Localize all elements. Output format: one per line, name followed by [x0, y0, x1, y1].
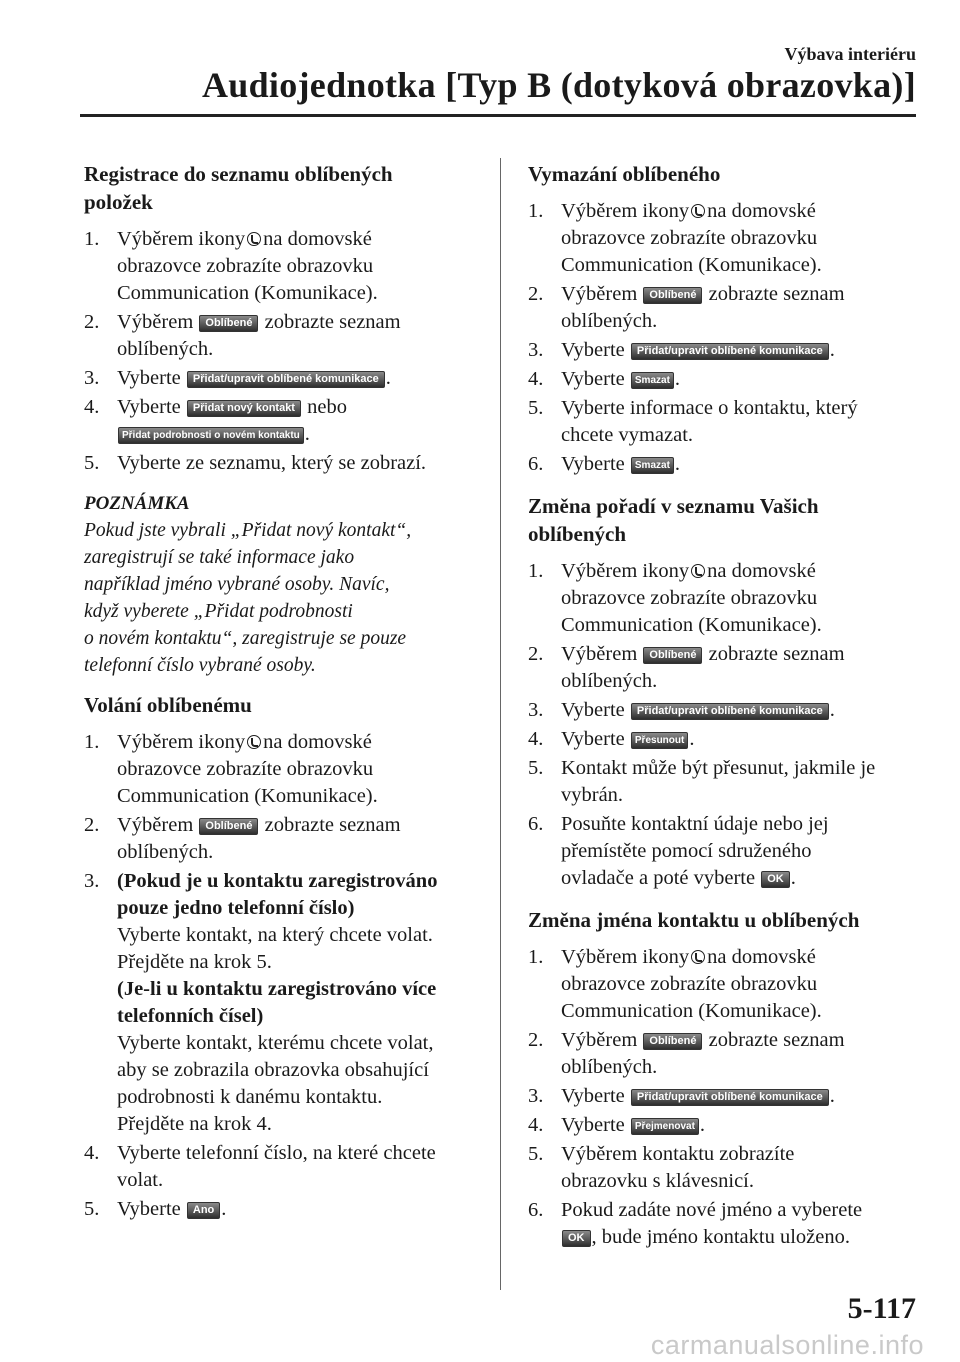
- step-condition: telefonních čísel): [117, 1005, 264, 1027]
- page-title: Audiojednotka [Typ B (dotyková obrazovka)]: [201, 65, 916, 105]
- step-text: obrazovku s klávesnicí.: [561, 1170, 754, 1192]
- step-text: Vyberte: [561, 699, 625, 721]
- page-number: 5-117: [847, 1292, 916, 1325]
- favorites-button: Oblíbené: [199, 818, 258, 835]
- add-new-contact-button: Přidat nový kontakt: [187, 400, 301, 417]
- section-title: Výbava interiéru: [784, 44, 916, 64]
- step-text: oblíbených.: [117, 841, 214, 863]
- delete-step-6: 6. Vyberte Smazat .: [528, 453, 681, 475]
- step-text: Výběrem kontaktu zobrazíte: [561, 1143, 795, 1165]
- step-text: oblíbených.: [117, 338, 214, 360]
- register-step-3: 3. Vyberte Přidat/upravit oblíbené komunikace .: [84, 367, 391, 389]
- delete-heading: Vymazání oblíbeného: [528, 162, 721, 186]
- ok-button: OK: [761, 871, 790, 888]
- favorites-button: Oblíbené: [643, 287, 702, 304]
- step-text: Vyberte kontakt, na který chcete volat.: [117, 924, 433, 946]
- rename-step-4: 4. Vyberte Přejmenovat .: [528, 1114, 706, 1136]
- note-line: o novém kontaktu“, zaregistruje se pouze: [84, 628, 407, 649]
- step-text: oblíbených.: [561, 1056, 658, 1078]
- step-text: obrazovce zobrazíte obrazovku: [561, 973, 818, 995]
- delete-step-4: 4. Vyberte Smazat .: [528, 368, 681, 390]
- section-register-favorites: [84, 160, 474, 477]
- header-rule: [80, 114, 916, 117]
- move-button: Přesunout: [631, 732, 688, 749]
- step-condition: pouze jedno telefonní číslo): [117, 897, 355, 919]
- step-text: nebo: [307, 396, 347, 418]
- step-text: Výběrem ikony: [117, 731, 246, 753]
- step-text: obrazovce zobrazíte obrazovku: [117, 255, 374, 277]
- step-text: volat.: [117, 1169, 164, 1191]
- step-text: Vyberte: [117, 396, 181, 418]
- rename-step-3: 3. Vyberte Přidat/upravit oblíbené komunikace .: [528, 1085, 835, 1107]
- register-step-1: 1. Výběrem ikony na domovské obrazovce zobrazíte obrazovku Communication (Komunikace).: [84, 228, 378, 304]
- call-step-1: 1. Výběrem ikony na domovské obrazovce zobrazíte obrazovku Communication (Komunikace).: [84, 731, 378, 807]
- delete-step-5: 5. Vyberte informace o kontaktu, který chcete vymazat.: [528, 397, 858, 446]
- right-column: [528, 160, 918, 1265]
- rename-step-6: 6. Pokud zadáte nové jméno a vyberete OK , bude jméno kontaktu uloženo.: [528, 1199, 863, 1248]
- phone-icon: [691, 564, 705, 578]
- step-text: Přejděte na krok 5.: [117, 951, 272, 973]
- step-text: Communication (Komunikace).: [117, 282, 378, 304]
- note-title: POZNÁMKA: [84, 493, 190, 514]
- step-text: přemístěte pomocí sdruženého: [561, 840, 812, 862]
- section-delete-favorite: [528, 160, 918, 478]
- reorder-step-3: 3. Vyberte Přidat/upravit oblíbené komunikace .: [528, 699, 835, 721]
- delete-step-2: 2. Výběrem Oblíbené zobrazte seznam oblíbených.: [528, 283, 845, 332]
- add-contact-details-button: Přidat podrobnosti o novém kontaktu: [118, 427, 304, 444]
- call-step-4: 4. Vyberte telefonní číslo, na které chcete volat.: [84, 1142, 436, 1191]
- step-text: Výběrem: [561, 643, 638, 665]
- ok-button: OK: [562, 1230, 591, 1247]
- call-step-2: 2. Výběrem Oblíbené zobrazte seznam oblíbených.: [84, 814, 401, 863]
- favorites-button: Oblíbené: [199, 315, 258, 332]
- step-text: aby se zobrazila obrazovka obsahující: [117, 1059, 429, 1081]
- step-text: Vyberte: [561, 339, 625, 361]
- section-call-favorite: [84, 691, 474, 1223]
- section-rename-contact: [528, 906, 918, 1251]
- step-text: Pokud zadáte nové jméno a vyberete: [561, 1199, 863, 1221]
- favorites-button: Oblíbené: [643, 647, 702, 664]
- step-text: Výběrem ikony: [561, 560, 690, 582]
- step-text: zobrazte seznam: [708, 1029, 845, 1051]
- register-heading-line-1: Registrace do seznamu oblíbených: [84, 162, 393, 186]
- step-text: Communication (Komunikace).: [117, 785, 378, 807]
- step-text: ovladače a poté vyberte: [561, 867, 756, 889]
- step-text: Výběrem ikony: [561, 200, 690, 222]
- step-text: Vyberte informace o kontaktu, který: [561, 397, 858, 419]
- note-line: když vyberete „Přidat podrobnosti: [84, 601, 353, 622]
- step-text: Communication (Komunikace).: [561, 254, 822, 276]
- step-text: obrazovce zobrazíte obrazovku: [561, 587, 818, 609]
- step-text: Kontakt může být přesunut, jakmile je: [561, 757, 876, 779]
- step-text: Posuňte kontaktní údaje nebo jej: [561, 813, 829, 835]
- phone-icon: [247, 232, 261, 246]
- step-text: chcete vymazat.: [561, 424, 694, 446]
- section-reorder-favorites: [528, 492, 918, 892]
- step-text: Výběrem: [117, 311, 194, 333]
- step-text: obrazovce zobrazíte obrazovku: [117, 758, 374, 780]
- column-divider: [500, 158, 501, 1290]
- register-step-4: 4. Vyberte Přidat nový kontakt nebo Přidat podrobnosti o novém kontaktu .: [84, 396, 347, 445]
- step-condition: (Je-li u kontaktu zaregistrováno více: [117, 978, 437, 1000]
- phone-icon: [247, 735, 261, 749]
- left-column: [84, 160, 474, 1237]
- step-text: Vyberte: [561, 1085, 625, 1107]
- watermark: carmanualsonline.info: [650, 1330, 924, 1360]
- reorder-step-2: 2. Výběrem Oblíbené zobrazte seznam oblíbených.: [528, 643, 845, 692]
- step-text: Vyberte ze seznamu, který se zobrazí.: [117, 452, 427, 474]
- step-text: , bude jméno kontaktu uloženo.: [591, 1226, 850, 1248]
- reorder-step-4: 4. Vyberte Přesunout .: [528, 728, 695, 750]
- step-text: zobrazte seznam: [264, 814, 401, 836]
- register-step-2: 2. Výběrem Oblíbené zobrazte seznam oblíbených.: [84, 311, 401, 360]
- step-text: vybrán.: [561, 784, 624, 806]
- step-text: na domovské: [707, 200, 816, 222]
- rename-button: Přejmenovat: [631, 1118, 699, 1135]
- call-heading: Volání oblíbenému: [84, 693, 252, 717]
- step-text: Vyberte: [561, 728, 625, 750]
- note-line: Pokud jste vybrali „Přidat nový kontakt“,: [84, 520, 412, 541]
- add-edit-favorites-button: Přidat/upravit oblíbené komunikace: [187, 371, 385, 388]
- step-text: Výběrem: [561, 1029, 638, 1051]
- step-text: Výběrem ikony: [561, 946, 690, 968]
- add-edit-favorites-button: Přidat/upravit oblíbené komunikace: [631, 343, 829, 360]
- register-step-5: 5. Vyberte ze seznamu, který se zobrazí.: [84, 452, 427, 474]
- step-text: zobrazte seznam: [708, 643, 845, 665]
- step-text: Vyberte: [561, 453, 625, 475]
- step-text: oblíbených.: [561, 310, 658, 332]
- step-text: Vyberte telefonní číslo, na které chcete: [117, 1142, 436, 1164]
- step-text: obrazovce zobrazíte obrazovku: [561, 227, 818, 249]
- step-text: na domovské: [707, 560, 816, 582]
- reorder-heading-line-2: oblíbených: [528, 522, 627, 546]
- step-text: Vyberte: [561, 1114, 625, 1136]
- rename-step-1: 1. Výběrem ikony na domovské obrazovce zobrazíte obrazovku Communication (Komunikace).: [528, 946, 822, 1022]
- step-text: Vyberte kontakt, kterému chcete volat,: [117, 1032, 434, 1054]
- note-line: zaregistrují se také informace jako: [84, 547, 355, 568]
- rename-step-2: 2. Výběrem Oblíbené zobrazte seznam oblíbených.: [528, 1029, 845, 1078]
- phone-icon: [691, 950, 705, 964]
- step-text: Přejděte na krok 4.: [117, 1113, 272, 1135]
- step-text: oblíbených.: [561, 670, 658, 692]
- note-line: telefonní číslo vybrané osoby.: [84, 655, 316, 676]
- rename-step-5: 5. Výběrem kontaktu zobrazíte obrazovku s klávesnicí.: [528, 1143, 795, 1192]
- step-text: Vyberte: [117, 367, 181, 389]
- add-edit-favorites-button: Přidat/upravit oblíbené komunikace: [631, 1089, 829, 1106]
- add-edit-favorites-button: Přidat/upravit oblíbené komunikace: [631, 703, 829, 720]
- rename-heading: Změna jména kontaktu u oblíbených: [528, 908, 860, 932]
- note-body: [84, 517, 474, 679]
- call-step-5: 5. Vyberte Ano .: [84, 1198, 227, 1220]
- yes-button: Ano: [187, 1202, 220, 1219]
- delete-step-3: 3. Vyberte Přidat/upravit oblíbené komunikace .: [528, 339, 835, 361]
- delete-button: Smazat: [631, 457, 674, 474]
- favorites-button: Oblíbené: [643, 1033, 702, 1050]
- register-heading: [84, 160, 474, 216]
- step-text: Vyberte: [561, 368, 625, 390]
- step-text: Vyberte: [117, 1198, 181, 1220]
- delete-button: Smazat: [631, 372, 674, 389]
- step-text: podrobnosti k danému kontaktu.: [117, 1086, 383, 1108]
- reorder-step-5: 5. Kontakt může být přesunut, jakmile je vybrán.: [528, 757, 876, 806]
- step-text: Výběrem ikony: [117, 228, 246, 250]
- step-condition: (Pokud je u kontaktu zaregistrováno: [117, 870, 438, 892]
- reorder-step-6: 6. Posuňte kontaktní údaje nebo jej přemístěte pomocí sdruženého ovladače a poté vyberte OK .: [528, 813, 829, 889]
- note-line: například jméno vybrané osoby. Navíc,: [84, 574, 390, 595]
- reorder-step-1: 1. Výběrem ikony na domovské obrazovce zobrazíte obrazovku Communication (Komunikace).: [528, 560, 822, 636]
- step-text: na domovské: [263, 228, 372, 250]
- step-text: Výběrem: [117, 814, 194, 836]
- step-text: zobrazte seznam: [708, 283, 845, 305]
- reorder-heading-line-1: Změna pořadí v seznamu Vašich: [528, 494, 819, 518]
- register-heading-line-2: položek: [84, 190, 153, 214]
- reorder-heading: [528, 492, 918, 548]
- step-text: Communication (Komunikace).: [561, 1000, 822, 1022]
- phone-icon: [691, 204, 705, 218]
- step-text: na domovské: [263, 731, 372, 753]
- delete-step-1: 1. Výběrem ikony na domovské obrazovce zobrazíte obrazovku Communication (Komunikace).: [528, 200, 822, 276]
- step-text: Výběrem: [561, 283, 638, 305]
- step-text: Communication (Komunikace).: [561, 614, 822, 636]
- call-step-3: 3. (Pokud je u kontaktu zaregistrováno pouze jedno telefonní číslo) Vyberte kontakt, na který chcete volat. Přejděte na krok 5. (Je-li u kontaktu zaregistrováno více telefonních čísel) Vyberte kontakt, kterému chcete volat, aby se zobrazila obrazovka obsahující podrobnosti k danému kontaktu. Přejděte na krok 4.: [84, 870, 438, 1135]
- step-text: zobrazte seznam: [264, 311, 401, 333]
- step-text: na domovské: [707, 946, 816, 968]
